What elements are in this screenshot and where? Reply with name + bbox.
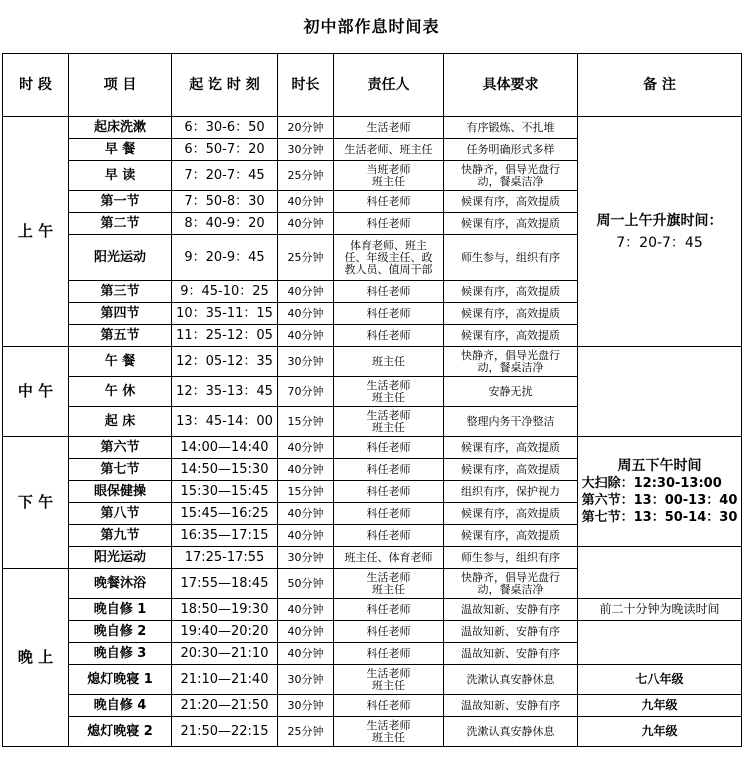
time-range: 21:50—22:15 [172,717,278,747]
duration: 40分钟 [278,303,334,325]
duration: 25分钟 [278,717,334,747]
responsible: 生活老师 [334,117,444,139]
table-row [3,117,742,139]
responsible: 生活老师 班主任 [334,407,444,437]
item-name: 晚自修 3 [69,643,172,665]
time-range: 10：35-11：15 [172,303,278,325]
requirement: 候课有序，高效提质 [444,303,578,325]
responsible: 科任老师 [334,599,444,621]
table-row [3,621,742,643]
header-note: 备 注 [578,54,742,117]
note-grade-9a: 九年级 [578,695,742,717]
time-range: 12：05-12：35 [172,347,278,377]
header-duration: 时长 [278,54,334,117]
responsible: 生活老师 班主任 [334,569,444,599]
item-name: 第五节 [69,325,172,347]
duration: 40分钟 [278,213,334,235]
duration: 40分钟 [278,643,334,665]
header-period: 时 段 [3,54,69,117]
duration: 30分钟 [278,547,334,569]
note-blank-evening [578,621,742,665]
responsible: 生活老师 班主任 [334,717,444,747]
requirement: 洗漱认真安静休息 [444,717,578,747]
requirement: 快静齐，倡导光盘行 动，餐桌洁净 [444,569,578,599]
header-row [3,54,742,117]
requirement: 温故知新、安静有序 [444,695,578,717]
requirement: 温故知新、安静有序 [444,643,578,665]
time-range: 15:30—15:45 [172,481,278,503]
requirement: 温故知新、安静有序 [444,599,578,621]
item-name: 熄灯晚寝 2 [69,717,172,747]
requirement: 师生参与，组织有序 [444,547,578,569]
time-range: 14:50—15:30 [172,459,278,481]
responsible: 体育老师、班主 任、年级主任、政 教人员、值周干部 [334,235,444,281]
responsible: 科任老师 [334,281,444,303]
table-row [3,347,742,377]
duration: 30分钟 [278,695,334,717]
item-name: 起 床 [69,407,172,437]
duration: 40分钟 [278,525,334,547]
header-responsible: 责任人 [334,54,444,117]
time-range: 7：50-8：30 [172,191,278,213]
requirement: 师生参与，组织有序 [444,235,578,281]
item-name: 起床洗漱 [69,117,172,139]
responsible: 当班老师 班主任 [334,161,444,191]
responsible: 生活老师 班主任 [334,665,444,695]
friday-p7: 第七节：13：50-14：30 [581,509,738,525]
item-name: 第二节 [69,213,172,235]
time-range: 19:40—20:20 [172,621,278,643]
time-range: 7：20-7：45 [172,161,278,191]
responsible: 班主任、体育老师 [334,547,444,569]
note-grade-78: 七八年级 [578,665,742,695]
time-range: 21:10—21:40 [172,665,278,695]
item-name: 午 休 [69,377,172,407]
time-range: 9：20-9：45 [172,235,278,281]
requirement: 候课有序，高效提质 [444,191,578,213]
requirement: 候课有序，高效提质 [444,525,578,547]
requirement: 快静齐，倡导光盘行 动，餐桌洁净 [444,161,578,191]
item-name: 晚餐沐浴 [69,569,172,599]
duration: 40分钟 [278,503,334,525]
note-evening-reading: 前二十分钟为晚读时间 [578,599,742,621]
friday-label: 周五下午时间 [617,457,702,474]
table-row [3,437,742,459]
responsible: 班主任 [334,347,444,377]
monday-flag-label: 周一上午升旗时间： [596,212,723,229]
responsible: 科任老师 [334,643,444,665]
responsible: 科任老师 [334,437,444,459]
time-range: 6：30-6：50 [172,117,278,139]
schedule-table [2,53,742,747]
note-blank-noon [578,347,742,437]
duration: 50分钟 [278,569,334,599]
responsible: 科任老师 [334,459,444,481]
time-range: 6：50-7：20 [172,139,278,161]
duration: 15分钟 [278,407,334,437]
duration: 25分钟 [278,235,334,281]
time-range: 11：25-12：05 [172,325,278,347]
item-name: 阳光运动 [69,547,172,569]
duration: 30分钟 [278,139,334,161]
time-range: 12：35-13：45 [172,377,278,407]
time-range: 20:30—21:10 [172,643,278,665]
note-grade-9b: 九年级 [578,717,742,747]
item-name: 第一节 [69,191,172,213]
time-range: 13：45-14：00 [172,407,278,437]
item-name: 第八节 [69,503,172,525]
item-name: 晚自修 1 [69,599,172,621]
responsible: 科任老师 [334,621,444,643]
requirement: 洗漱认真安静休息 [444,665,578,695]
note-friday [578,437,742,547]
requirement: 候课有序，高效提质 [444,281,578,303]
item-name: 晚自修 2 [69,621,172,643]
period-noon: 中 午 [3,347,69,437]
friday-cleaning: 大扫除：12:30-13:00 [581,475,722,491]
item-name: 早 读 [69,161,172,191]
duration: 40分钟 [278,191,334,213]
item-name: 第六节 [69,437,172,459]
item-name: 阳光运动 [69,235,172,281]
responsible: 科任老师 [334,525,444,547]
time-range: 21:20—21:50 [172,695,278,717]
time-range: 17:55—18:45 [172,569,278,599]
item-name: 第三节 [69,281,172,303]
duration: 30分钟 [278,347,334,377]
table-row [3,547,742,569]
item-name: 熄灯晚寝 1 [69,665,172,695]
duration: 70分钟 [278,377,334,407]
table-row [3,665,742,695]
note-blank-afternoon [578,547,742,599]
time-range: 17:25-17:55 [172,547,278,569]
duration: 40分钟 [278,325,334,347]
responsible: 科任老师 [334,213,444,235]
duration: 40分钟 [278,437,334,459]
duration: 30分钟 [278,665,334,695]
table-row [3,695,742,717]
monday-flag-time: 7：20-7：45 [616,234,703,251]
header-requirement: 具体要求 [444,54,578,117]
item-name: 晚自修 4 [69,695,172,717]
duration: 20分钟 [278,117,334,139]
requirement: 候课有序，高效提质 [444,325,578,347]
duration: 40分钟 [278,281,334,303]
responsible: 科任老师 [334,303,444,325]
requirement: 整理内务干净整洁 [444,407,578,437]
requirement: 任务明确形式多样 [444,139,578,161]
duration: 40分钟 [278,599,334,621]
item-name: 第七节 [69,459,172,481]
item-name: 午 餐 [69,347,172,377]
duration: 40分钟 [278,459,334,481]
page-title: 初中部作息时间表 [303,17,440,36]
item-name: 第九节 [69,525,172,547]
requirement: 温故知新、安静有序 [444,621,578,643]
requirement: 安静无扰 [444,377,578,407]
duration: 40分钟 [278,621,334,643]
time-range: 9：45-10：25 [172,281,278,303]
period-afternoon: 下 午 [3,437,69,569]
requirement: 候课有序，高效提质 [444,459,578,481]
responsible: 科任老师 [334,695,444,717]
requirement: 有序锻炼、不扎堆 [444,117,578,139]
requirement: 组织有序，保护视力 [444,481,578,503]
requirement: 候课有序，高效提质 [444,437,578,459]
table-row [3,599,742,621]
item-name: 第四节 [69,303,172,325]
time-range: 15:45—16:25 [172,503,278,525]
header-item: 项 目 [69,54,172,117]
requirement: 快静齐，倡导光盘行 动，餐桌洁净 [444,347,578,377]
responsible: 科任老师 [334,191,444,213]
responsible: 科任老师 [334,503,444,525]
duration: 25分钟 [278,161,334,191]
time-range: 8：40-9：20 [172,213,278,235]
friday-p6: 第六节：13：00-13：40 [581,492,738,508]
time-range: 14:00—14:40 [172,437,278,459]
requirement: 候课有序，高效提质 [444,213,578,235]
table-row [3,717,742,747]
time-range: 16:35—17:15 [172,525,278,547]
period-morning: 上 午 [3,117,69,347]
responsible: 科任老师 [334,325,444,347]
responsible: 科任老师 [334,481,444,503]
note-monday [578,117,742,347]
duration: 15分钟 [278,481,334,503]
time-range: 18:50—19:30 [172,599,278,621]
requirement: 候课有序，高效提质 [444,503,578,525]
item-name: 早 餐 [69,139,172,161]
period-evening: 晚 上 [3,569,69,747]
responsible: 生活老师 班主任 [334,377,444,407]
item-name: 眼保健操 [69,481,172,503]
header-time: 起 讫 时 刻 [172,54,278,117]
responsible: 生活老师、班主任 [334,139,444,161]
